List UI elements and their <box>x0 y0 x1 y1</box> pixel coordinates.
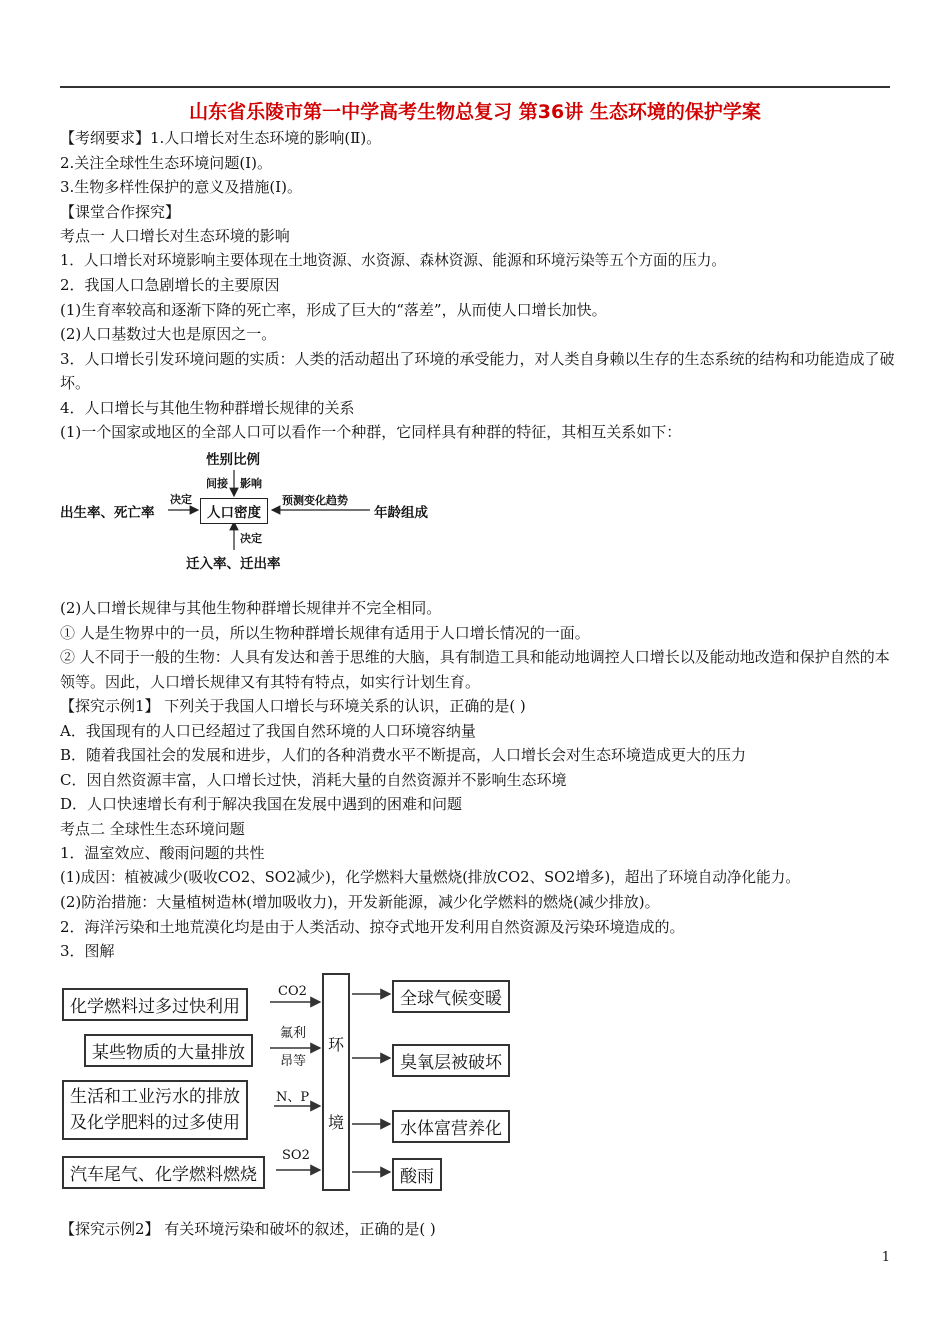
text-line: 3.生物多样性保护的意义及措施(Ⅰ)。 <box>60 178 302 196</box>
population-diagram <box>60 448 460 578</box>
migration-rate-label: 迁入率、迁出率 <box>186 556 281 572</box>
header-rule <box>60 86 890 88</box>
text-line: D．人口快速增长有利于解决我国在发展中遇到的困难和问题 <box>60 795 463 813</box>
cause-sewage-line1: 生活和工业污水的排放 <box>70 1087 240 1107</box>
cause-exhaust-box: 汽车尾气、化学燃料燃烧 <box>62 1156 265 1189</box>
text-line: 【考纲要求】1.人口增长对生态环境的影响(Ⅱ)。 <box>60 129 382 147</box>
text-line: 【探究示例1】 下列关于我国人口增长与环境关系的认识，正确的是( ) <box>60 697 526 715</box>
text-line: C．因自然资源丰富，人口增长过快，消耗大量的自然资源并不影响生态环境 <box>60 770 567 789</box>
page-number: 1 <box>881 1250 890 1265</box>
text-line: 考点一 人口增长对生态环境的影响 <box>60 227 290 245</box>
text-line: 考点二 全球性生态环境问题 <box>60 819 245 838</box>
text-line: ① 人是生物界中的一员，所以生物种群增长规律有适用于人口增长情况的一面。 <box>60 623 590 642</box>
birth-death-rate-label: 出生率、死亡率 <box>60 505 155 521</box>
body-top <box>60 126 895 445</box>
cause-sewage-box <box>62 1080 248 1140</box>
cause-fossil-fuel-box: 化学燃料过多过快利用 <box>62 988 248 1021</box>
indirect-label: 间接 <box>206 477 228 490</box>
effect-ozone-box: 臭氧层被破坏 <box>392 1044 510 1077</box>
influence-label: 影响 <box>240 477 262 490</box>
determine-bottom-label: 决定 <box>240 532 262 545</box>
text-line: A．我国现有的人口已经超过了我国自然环境的人口环境容纳量 <box>60 721 476 740</box>
population-density-box: 人口密度 <box>200 498 268 524</box>
effect-warming-box: 全球气候变暖 <box>392 980 510 1013</box>
text-line: 3．图解 <box>60 942 115 960</box>
body-mid <box>60 596 895 964</box>
agent-np-label: N、P <box>276 1090 310 1105</box>
text-line: 【课堂合作探究】 <box>60 202 181 221</box>
cause-emission-box: 某些物质的大量排放 <box>84 1034 253 1067</box>
example-2-question: 【探究示例2】 有关环境污染和破坏的叙述，正确的是( ) <box>60 1220 436 1238</box>
text-line: 2．我国人口急剧增长的主要原因 <box>60 276 280 294</box>
text-line: 4．人口增长与其他生物种群增长规律的关系 <box>60 398 355 417</box>
text-line: (1)成因：植被减少(吸收CO2、SO2减少)，化学燃料大量燃烧(排放CO2、SO2增多)，超出了环境自动净化能力。 <box>60 868 800 886</box>
text-line: B．随着我国社会的发展和进步，人们的各种消费水平不断提高，人口增长会对生态环境造成更大的压力 <box>60 746 747 764</box>
text-line: (1)一个国家或地区的全部人口可以看作一个种群，它同样具有种群的特征，其相互关系如下： <box>60 423 682 441</box>
text-line: 3．人口增长引发环境问题的实质：人类的活动超出了环境的承受能力，对人类自身赖以生存的生态系统的结构和功能造成了破坏。 <box>60 349 895 392</box>
agent-so2-label: SO2 <box>282 1148 310 1163</box>
sex-ratio-label: 性别比例 <box>206 452 260 468</box>
agent-cfc-label-2: 昂等 <box>280 1054 307 1069</box>
page-title: 山东省乐陵市第一中学高考生物总复习 第36讲 生态环境的保护学案 <box>189 101 761 123</box>
age-structure-label: 年龄组成 <box>374 505 428 521</box>
text-line: 2.关注全球性生态环境问题(Ⅰ)。 <box>60 153 272 172</box>
environment-diagram <box>60 972 530 1194</box>
agent-co2-label: CO2 <box>278 984 307 999</box>
cause-sewage-line2: 及化学肥料的过多使用 <box>70 1113 240 1133</box>
effect-acid-rain-box: 酸雨 <box>392 1158 442 1191</box>
environment-char-1: 环 <box>328 1035 345 1054</box>
text-line: (1)生育率较高和逐渐下降的死亡率，形成了巨大的“落差”，从而使人口增长加快。 <box>60 300 607 319</box>
effect-eutrophication-box: 水体富营养化 <box>392 1110 510 1143</box>
predict-trend-label: 预测变化趋势 <box>282 494 348 507</box>
text-line: (2)人口基数过大也是原因之一。 <box>60 325 277 343</box>
text-line: (2)人口增长规律与其他生物种群增长规律并不完全相同。 <box>60 599 442 617</box>
text-line: 2．海洋污染和土地荒漠化均是由于人类活动、掠夺式地开发利用自然资源及污染环境造成的。 <box>60 917 685 936</box>
text-line: 1．人口增长对环境影响主要体现在土地资源、水资源、森林资源、能源和环境污染等五个方面的压力。 <box>60 251 727 269</box>
text-line: 1．温室效应、酸雨问题的共性 <box>60 844 265 862</box>
determine-left-label: 决定 <box>170 493 192 506</box>
text-line: (2)防治措施：大量植树造林(增加吸收力)，开发新能源，减少化学燃料的燃烧(减少排放)。 <box>60 893 660 911</box>
agent-cfc-label-1: 氟利 <box>280 1026 307 1041</box>
text-line: ② 人不同于一般的生物：人具有发达和善于思维的大脑，具有制造工具和能动地调控人口增长以及能动地改造和保护自然的本领等。因此，人口增长规律又有其特有特点，如实行计划生育。 <box>60 648 890 691</box>
environment-char-2: 境 <box>328 1113 345 1132</box>
